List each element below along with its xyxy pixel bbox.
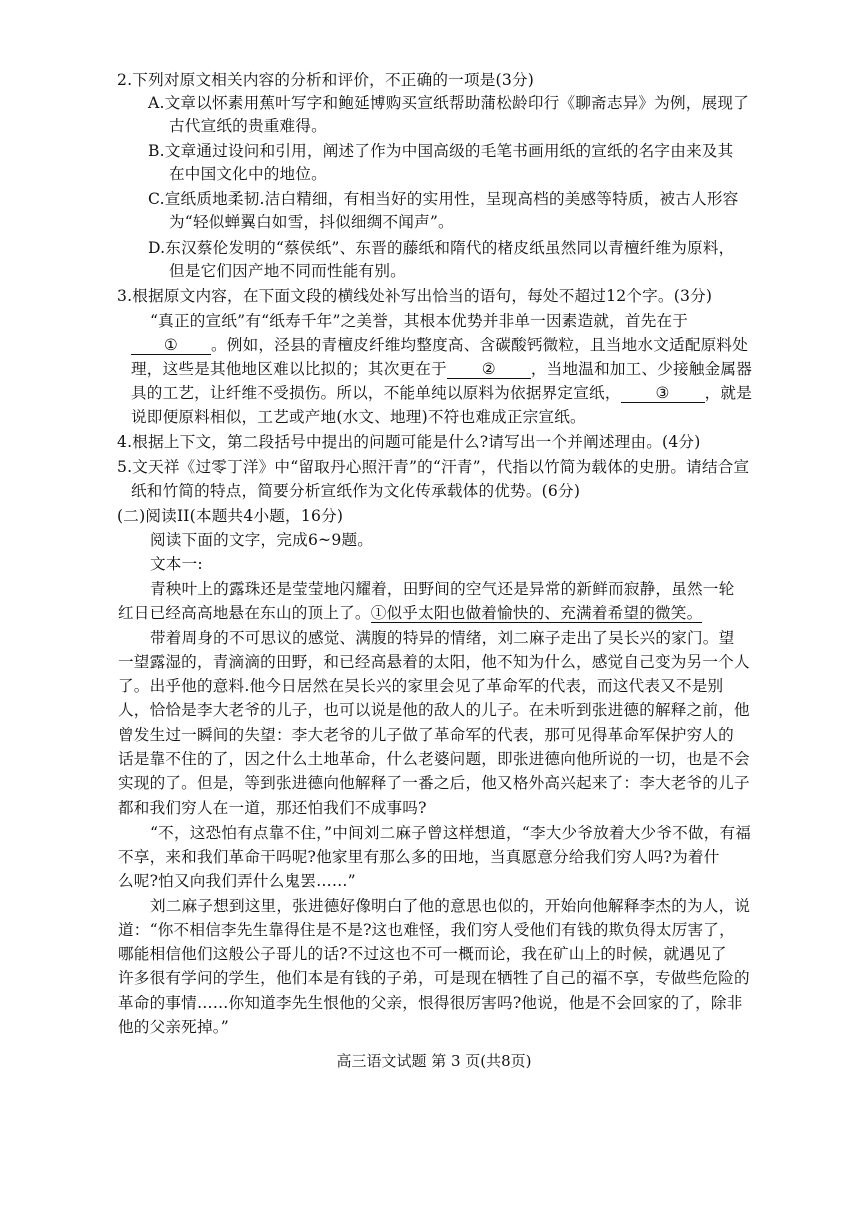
text-one-label: 文本一:	[150, 555, 203, 573]
section-title: (二)阅读II(本题共4小题，16分)	[117, 507, 344, 525]
q2-option-a: A.文章以怀素用蕉叶写字和鲍延博购买宣纸帮助蒲松龄印行《聊斋志异》为例，展现了	[148, 94, 749, 112]
passage-p4-line4: 许多很有学问的学生，他们本是有钱的子弟，可是现在牺牲了自己的福不享，专做些危险的	[118, 969, 750, 987]
passage-p1-line1: 青秧叶上的露珠还是莹莹地闪耀着，田野间的空气还是异常的新鲜而寂静，虽然一轮	[150, 580, 735, 598]
passage-p2-line8: 都和我们穷人在一道，那还怕我们不成事吗?	[118, 799, 427, 817]
q2-option-d-cont: 但是它们因产地不同而性能有别。	[169, 262, 406, 280]
passage-p2-line7: 实现的了。但是，等到张进德向他解释了一番之后，他又格外高兴起来了：李大老爷的儿子	[118, 774, 750, 792]
section-instructions: 阅读下面的文字，完成6~9题。	[150, 531, 374, 549]
passage-p2-line5: 曾发生过一瞬间的失望：李大老爷的儿子做了革命军的代表，那可见得革命军保护穷人的	[118, 726, 734, 744]
q3-para-line3-text-a: 理，这些是其他地区难以比拟的；其次更在于	[131, 360, 447, 378]
fill-blank-3[interactable]: ③	[621, 384, 705, 403]
passage-p3-line2: 不享，来和我们革命干吗呢?他家里有那么多的田地，当真愿意分给我们穷人吗?为着什	[118, 848, 720, 866]
q3-para-line2	[131, 334, 748, 356]
q3-para-line1: “真正的宣纸”有“纸寿千年”之美誉，其根本优势并非单一因素造就，首先在于	[150, 312, 689, 330]
q3-para-line2-text: 。例如，泾县的青檀皮纤维均整度高、含碳酸钙微粒，且当地水文适配原料处	[211, 336, 748, 354]
q3-para-line4	[131, 382, 752, 404]
passage-p2-line3: 了。出乎他的意料.他今日居然在吴长兴的家里会见了革命军的代表，而这代表又不是别	[118, 677, 724, 695]
page-footer: 高三语文试题 第 3 页(共8页)	[336, 1052, 532, 1070]
q3-para-line4-text-a: 具的工艺，让纤维不受损伤。所以，不能单纯以原料为依据界定宣纸，	[131, 384, 621, 402]
fill-blank-2[interactable]: ②	[447, 360, 531, 379]
q2-option-c-cont: 为“轻似蝉翼白如雪，抖似细绸不闻声”。	[169, 213, 454, 231]
q3-para-line5: 说即便原料相似，工艺或产地(水文、地理)不符也难成正宗宣纸。	[131, 408, 586, 426]
passage-p2-line1: 带着周身的不可思议的感觉、满腹的特异的情绪，刘二麻子走出了吴长兴的家门。望	[150, 629, 735, 647]
fill-blank-1[interactable]: ①	[131, 336, 211, 355]
passage-p1-line2	[118, 602, 702, 624]
passage-p3-line3: 么呢?怕又向我们弄什么鬼罢……”	[118, 872, 356, 890]
q2-option-d: D.东汉蔡伦发明的“蔡侯纸”、东晋的藤纸和隋代的楮皮纸虽然同以青檀纤维为原料，	[148, 239, 735, 257]
q3-stem: 3.根据原文内容，在下面文段的横线处补写出恰当的语句，每处不超过12个字。(3分)	[117, 287, 713, 305]
q5-stem-cont: 纸和竹简的特点，简要分析宣纸作为文化传承载体的优势。(6分)	[131, 482, 581, 500]
q2-option-b: B.文章通过设问和引用，阐述了作为中国高级的毛笔书画用纸的宣纸的名字由来及其	[148, 142, 734, 160]
passage-p4-line6: 他的父亲死掉。”	[118, 1018, 229, 1036]
passage-p4-line2: 道：“你不相信李先生靠得住是不是?这也难怪，我们穷人受他们有钱的欺负得太厉害了，	[118, 921, 735, 939]
underlined-sentence-1: ①似乎太阳也做着愉快的、充满着希望的微笑。	[370, 604, 703, 622]
passage-p4-line5: 革命的事情……你知道李先生恨他的父亲，恨得很厉害吗?他说，他是不会回家的了，除非	[118, 994, 743, 1012]
passage-p3-line1: “不，这恐怕有点靠不住，”中间刘二麻子曾这样想道，“李大少爷放着大少爷不做，有福	[150, 824, 752, 842]
q3-para-line3	[131, 358, 752, 380]
q2-option-a-cont: 古代宣纸的贵重难得。	[169, 117, 327, 135]
passage-p2-line6: 话是靠不住的了，因之什么土地革命，什么老婆问题，即张进德向他所说的一切，也是不会	[118, 750, 750, 768]
q5-stem: 5.文天祥《过零丁洋》中“留取丹心照汗青”的“汗青”，代指以竹简为载体的史册。请结合宣	[117, 458, 750, 476]
q4-stem: 4.根据上下文，第二段括号中提出的问题可能是什么?请写出一个并阐述理由。(4分)	[117, 433, 701, 451]
q3-para-line4-text-b: ，就是	[704, 384, 752, 402]
passage-p2-line4: 人，恰恰是李大老爷的儿子，也可以说是他的敌人的儿子。在未听到张进德的解释之前，他	[118, 701, 750, 719]
q3-para-line3-text-b: ，当地温和加工、少接触金属器	[530, 360, 753, 378]
passage-p1-line2-text: 红日已经高高地悬在东山的顶上了。	[118, 604, 371, 622]
passage-p4-line1: 刘二麻子想到这里，张进德好像明白了他的意思也似的，开始向他解释李杰的为人，说	[150, 897, 751, 915]
passage-p4-line3: 哪能相信他们这般公子哥儿的话?不过这也不可一概而论，我在矿山上的时候，就遇见了	[118, 945, 727, 963]
q2-option-c: C.宣纸质地柔韧.洁白精细，有相当好的实用性，呈现高档的美感等特质，被古人形容	[148, 190, 739, 208]
q2-option-b-cont: 在中国文化中的地位。	[169, 165, 327, 183]
q2-stem: 2.下列对原文相关内容的分析和评价，不正确的一项是(3分)	[117, 71, 535, 89]
passage-p2-line2: 一望露湿的，青滴滴的田野，和已经高悬着的太阳，他不知为什么，感觉自己变为另一个人	[118, 653, 750, 671]
